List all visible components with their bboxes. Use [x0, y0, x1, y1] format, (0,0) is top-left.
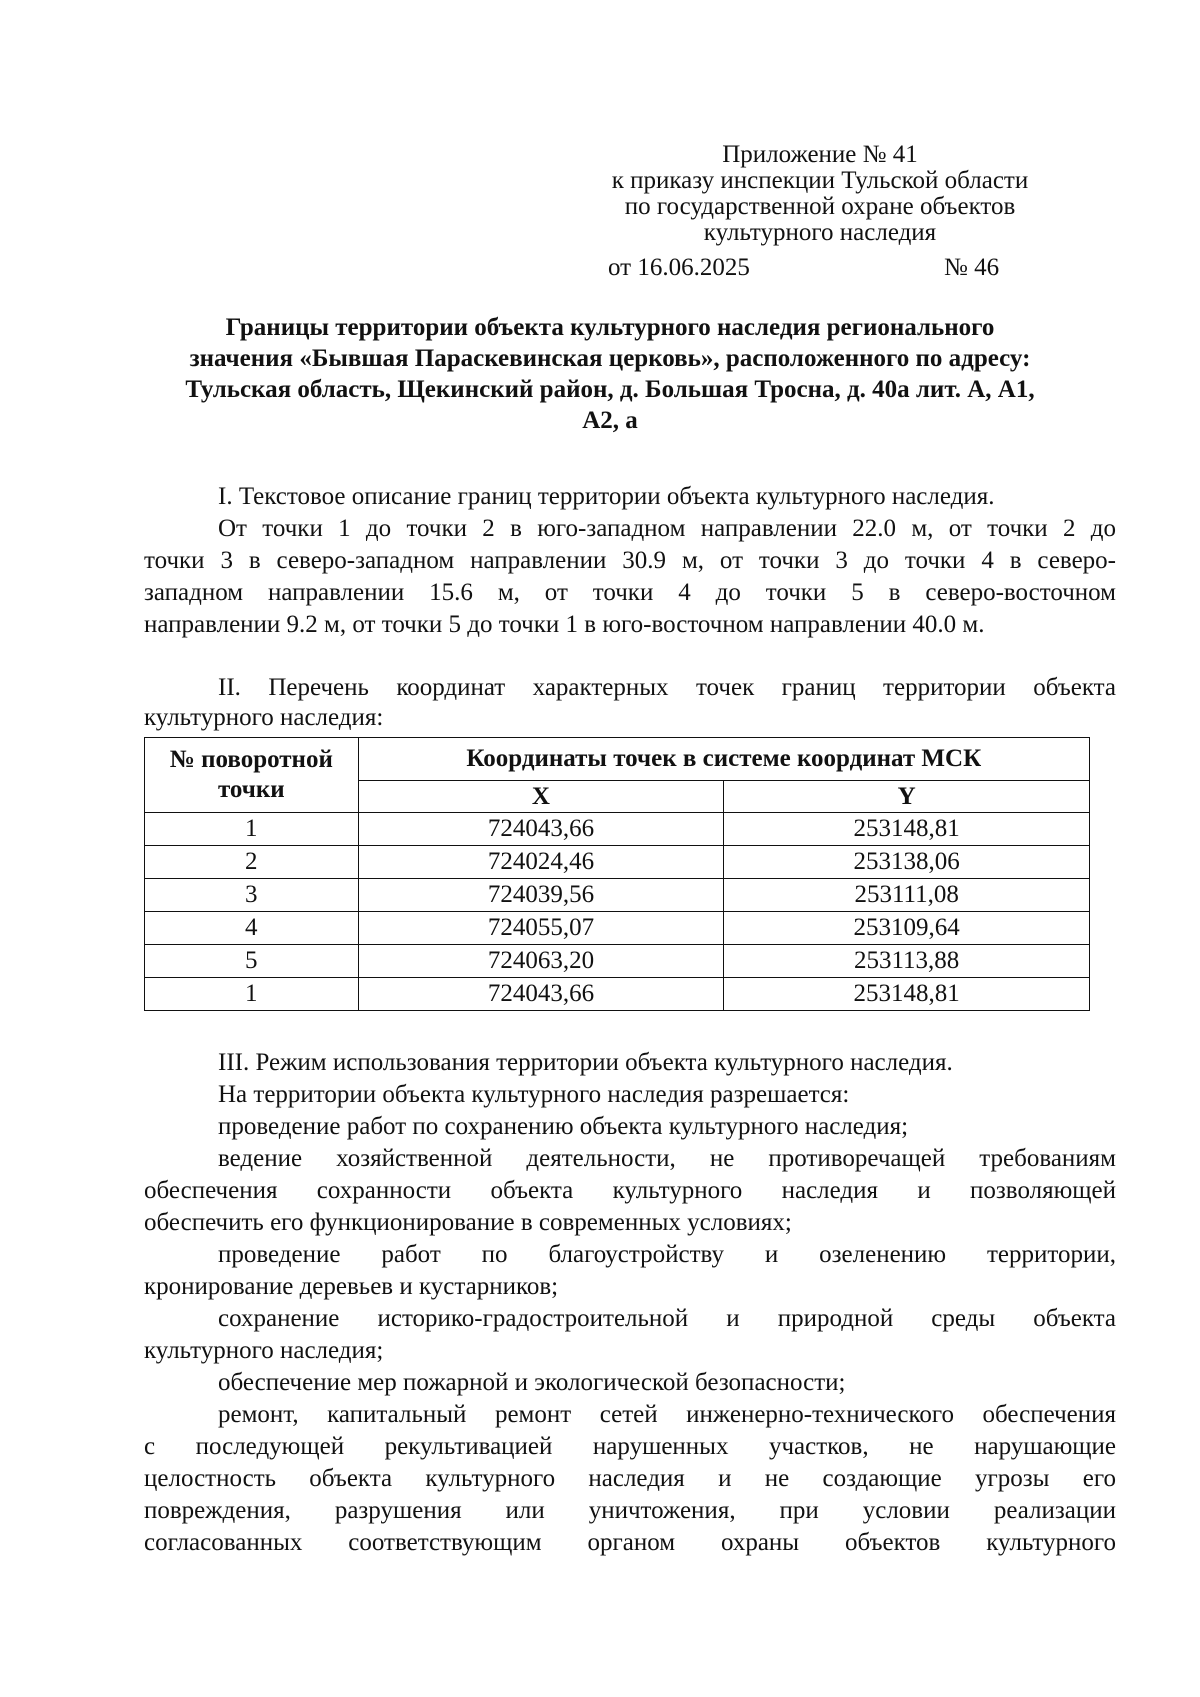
table-row	[145, 879, 1090, 912]
y-cell: 253113,88	[724, 945, 1090, 978]
y-cell: 253138,06	[724, 846, 1090, 879]
point-cell: 3	[145, 879, 359, 912]
x-cell: 724055,07	[358, 912, 724, 945]
allowed-item: проведение работ по благоустройству и озеленению территории,	[218, 1241, 1116, 1268]
point-cell: 5	[145, 945, 359, 978]
section-2-heading-line: культурного наследия:	[144, 704, 384, 731]
table-row	[145, 912, 1090, 945]
section-2-heading-line: II. Перечень координат характерных точек границ территории объекта	[218, 674, 1116, 701]
x-cell: 724039,56	[358, 879, 724, 912]
title-line: Границы территории объекта культурного наследия регионального	[225, 314, 995, 341]
section-1-line: От точки 1 до точки 2 в юго-западном направлении 22.0 м, от точки 2 до	[218, 515, 1116, 542]
appendix-line: по государственной охране объектов	[624, 193, 1016, 220]
header-x: X	[358, 781, 724, 813]
y-cell: 253111,08	[724, 879, 1090, 912]
header-y: Y	[724, 781, 1090, 813]
order-date: от 16.06.2025	[608, 254, 750, 281]
allowed-item: ремонт, капитальный ремонт сетей инженерно-технического обеспечения	[218, 1401, 1116, 1428]
allowed-item: ведение хозяйственной деятельности, не противоречащей требованиям	[218, 1145, 1116, 1172]
allowed-item: проведение работ по сохранению объекта культурного наследия;	[218, 1113, 909, 1140]
table-row	[145, 978, 1090, 1011]
header-coordinates: Координаты точек в системе координат МСК	[358, 738, 1089, 781]
table-header-row	[145, 738, 1090, 781]
appendix-line: к приказу инспекции Тульской области	[611, 167, 1029, 194]
allowed-item-line: культурного наследия;	[144, 1337, 384, 1364]
allowed-item-line: обеспечения сохранности объекта культурного наследия и позволяющей	[144, 1177, 1116, 1204]
y-cell: 253148,81	[724, 813, 1090, 846]
y-cell: 253109,64	[724, 912, 1090, 945]
allowed-item-line: согласованных соответствующим органом охраны объектов культурного	[144, 1529, 1116, 1556]
point-cell: 2	[145, 846, 359, 879]
allowed-item-line: с последующей рекультивацией нарушенных участков, не нарушающие	[144, 1433, 1116, 1460]
section-1-line: направлении 9.2 м, от точки 5 до точки 1 в юго-восточном направлении 40.0 м.	[144, 611, 985, 638]
allowed-item-line: кронирование деревьев и кустарников;	[144, 1273, 559, 1300]
point-cell: 4	[145, 912, 359, 945]
section-1	[144, 481, 1116, 641]
section-1-line: западном направлении 15.6 м, от точки 4 до точки 5 в северо-восточном	[144, 579, 1116, 606]
header-point-number: № поворотной точки	[145, 738, 359, 813]
allowed-item: обеспечение мер пожарной и экологической безопасности;	[218, 1369, 846, 1396]
coordinates-table	[144, 737, 1090, 1011]
allowed-item-line: повреждения, разрушения или уничтожения, при условии реализации	[144, 1497, 1116, 1524]
table-row	[145, 945, 1090, 978]
x-cell: 724043,66	[358, 813, 724, 846]
allowed-item-line: обеспечить его функционирование в современных условиях;	[144, 1209, 792, 1236]
allowed-item-line: целостность объекта культурного наследия и не создающие угрозы его	[144, 1465, 1116, 1492]
appendix-header	[560, 142, 1080, 246]
y-cell: 253148,81	[724, 978, 1090, 1011]
document-title	[130, 312, 1090, 436]
section-3	[144, 1047, 1116, 1559]
title-line: значения «Бывшая Параскевинская церковь», расположенного по адресу:	[189, 345, 1031, 372]
x-cell: 724024,46	[358, 846, 724, 879]
point-cell: 1	[145, 978, 359, 1011]
appendix-line: Приложение № 41	[722, 141, 918, 168]
section-1-heading: I. Текстовое описание границ территории объекта культурного наследия.	[218, 483, 995, 510]
point-cell: 1	[145, 813, 359, 846]
x-cell: 724043,66	[358, 978, 724, 1011]
title-line: А2, а	[582, 407, 638, 434]
table-row	[145, 813, 1090, 846]
x-cell: 724063,20	[358, 945, 724, 978]
allowed-item: сохранение историко-градостроительной и природной среды объекта	[218, 1305, 1116, 1332]
section-3-heading: III. Режим использования территории объекта культурного наследия.	[218, 1049, 953, 1076]
appendix-line: культурного наследия	[703, 219, 937, 246]
order-number: № 46	[944, 254, 1000, 281]
section-2-heading	[144, 672, 1116, 732]
section-1-line: точки 3 в северо-западном направлении 30.9 м, от точки 3 до точки 4 в северо-	[144, 547, 1116, 574]
allowed-intro: На территории объекта культурного наследия разрешается:	[218, 1081, 850, 1108]
title-line: Тульская область, Щекинский район, д. Большая Тросна, д. 40а лит. А, А1,	[185, 376, 1035, 403]
table-row	[145, 846, 1090, 879]
